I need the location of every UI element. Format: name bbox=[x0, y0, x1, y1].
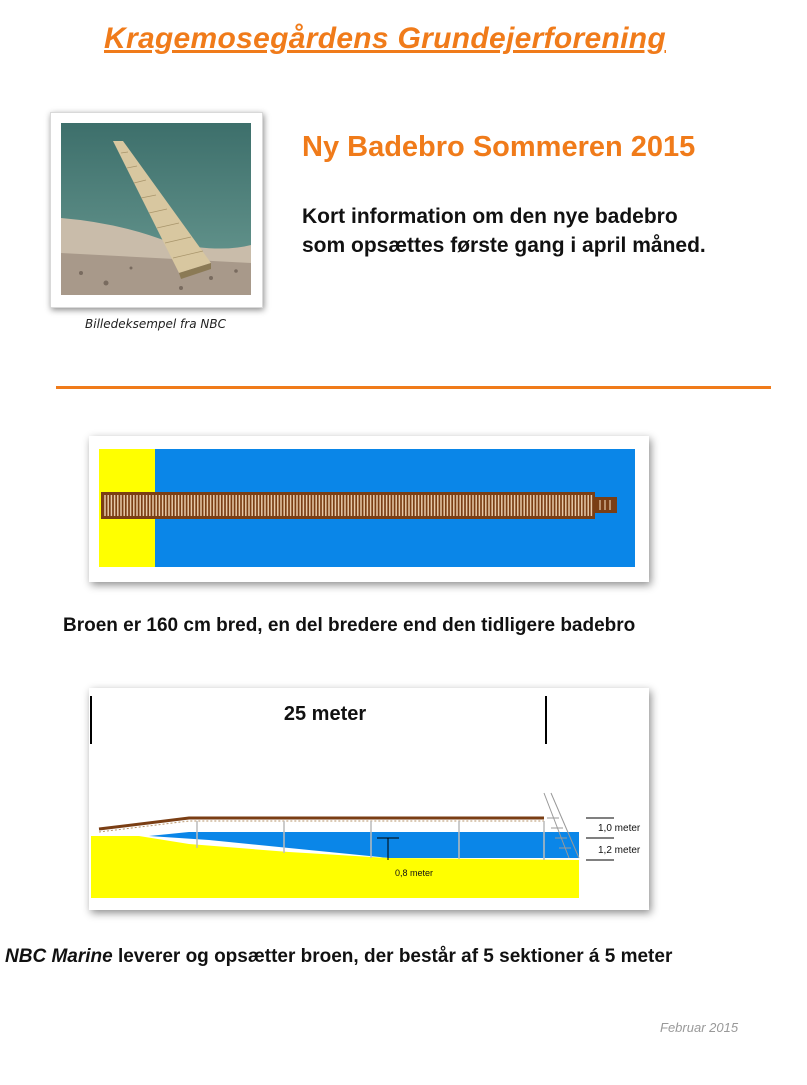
top-view-svg bbox=[89, 436, 649, 582]
width-caption: Broen er 160 cm bred, en del bredere end den tidligere badebro bbox=[63, 615, 636, 636]
intro-line-2: som opsættes første gang i april måned. bbox=[302, 234, 706, 257]
bridge-photo-image bbox=[61, 123, 251, 295]
article-intro bbox=[302, 202, 792, 260]
bridge-top-view-diagram bbox=[89, 436, 649, 582]
page-title: Kragemosegårdens Grundejerforening bbox=[104, 22, 666, 55]
bridge-side-view-diagram bbox=[89, 688, 649, 910]
supplier-name: NBC Marine bbox=[5, 946, 113, 967]
photo-caption: Billedeksempel fra NBC bbox=[85, 317, 226, 331]
supplier-caption bbox=[5, 946, 672, 968]
bridge-ladder bbox=[595, 497, 617, 513]
divider bbox=[56, 386, 771, 389]
article-heading: Ny Badebro Sommeren 2015 bbox=[302, 131, 696, 163]
document-date: Februar 2015 bbox=[660, 1020, 739, 1035]
intro-line-1: Kort information om den nye badebro bbox=[302, 205, 678, 228]
depth-mid-label: 0,8 meter bbox=[395, 868, 434, 878]
supplier-text: leverer og opsætter broen, der består af 5 sektioner á 5 meter bbox=[112, 946, 673, 967]
side-view-svg bbox=[89, 688, 649, 910]
bridge-photo bbox=[50, 112, 263, 308]
bridge-deck-profile bbox=[99, 818, 544, 829]
length-label: 25 meter bbox=[283, 703, 367, 725]
depth-end-label: 1,2 meter bbox=[598, 845, 641, 856]
height-label: 1,0 meter bbox=[598, 823, 641, 834]
